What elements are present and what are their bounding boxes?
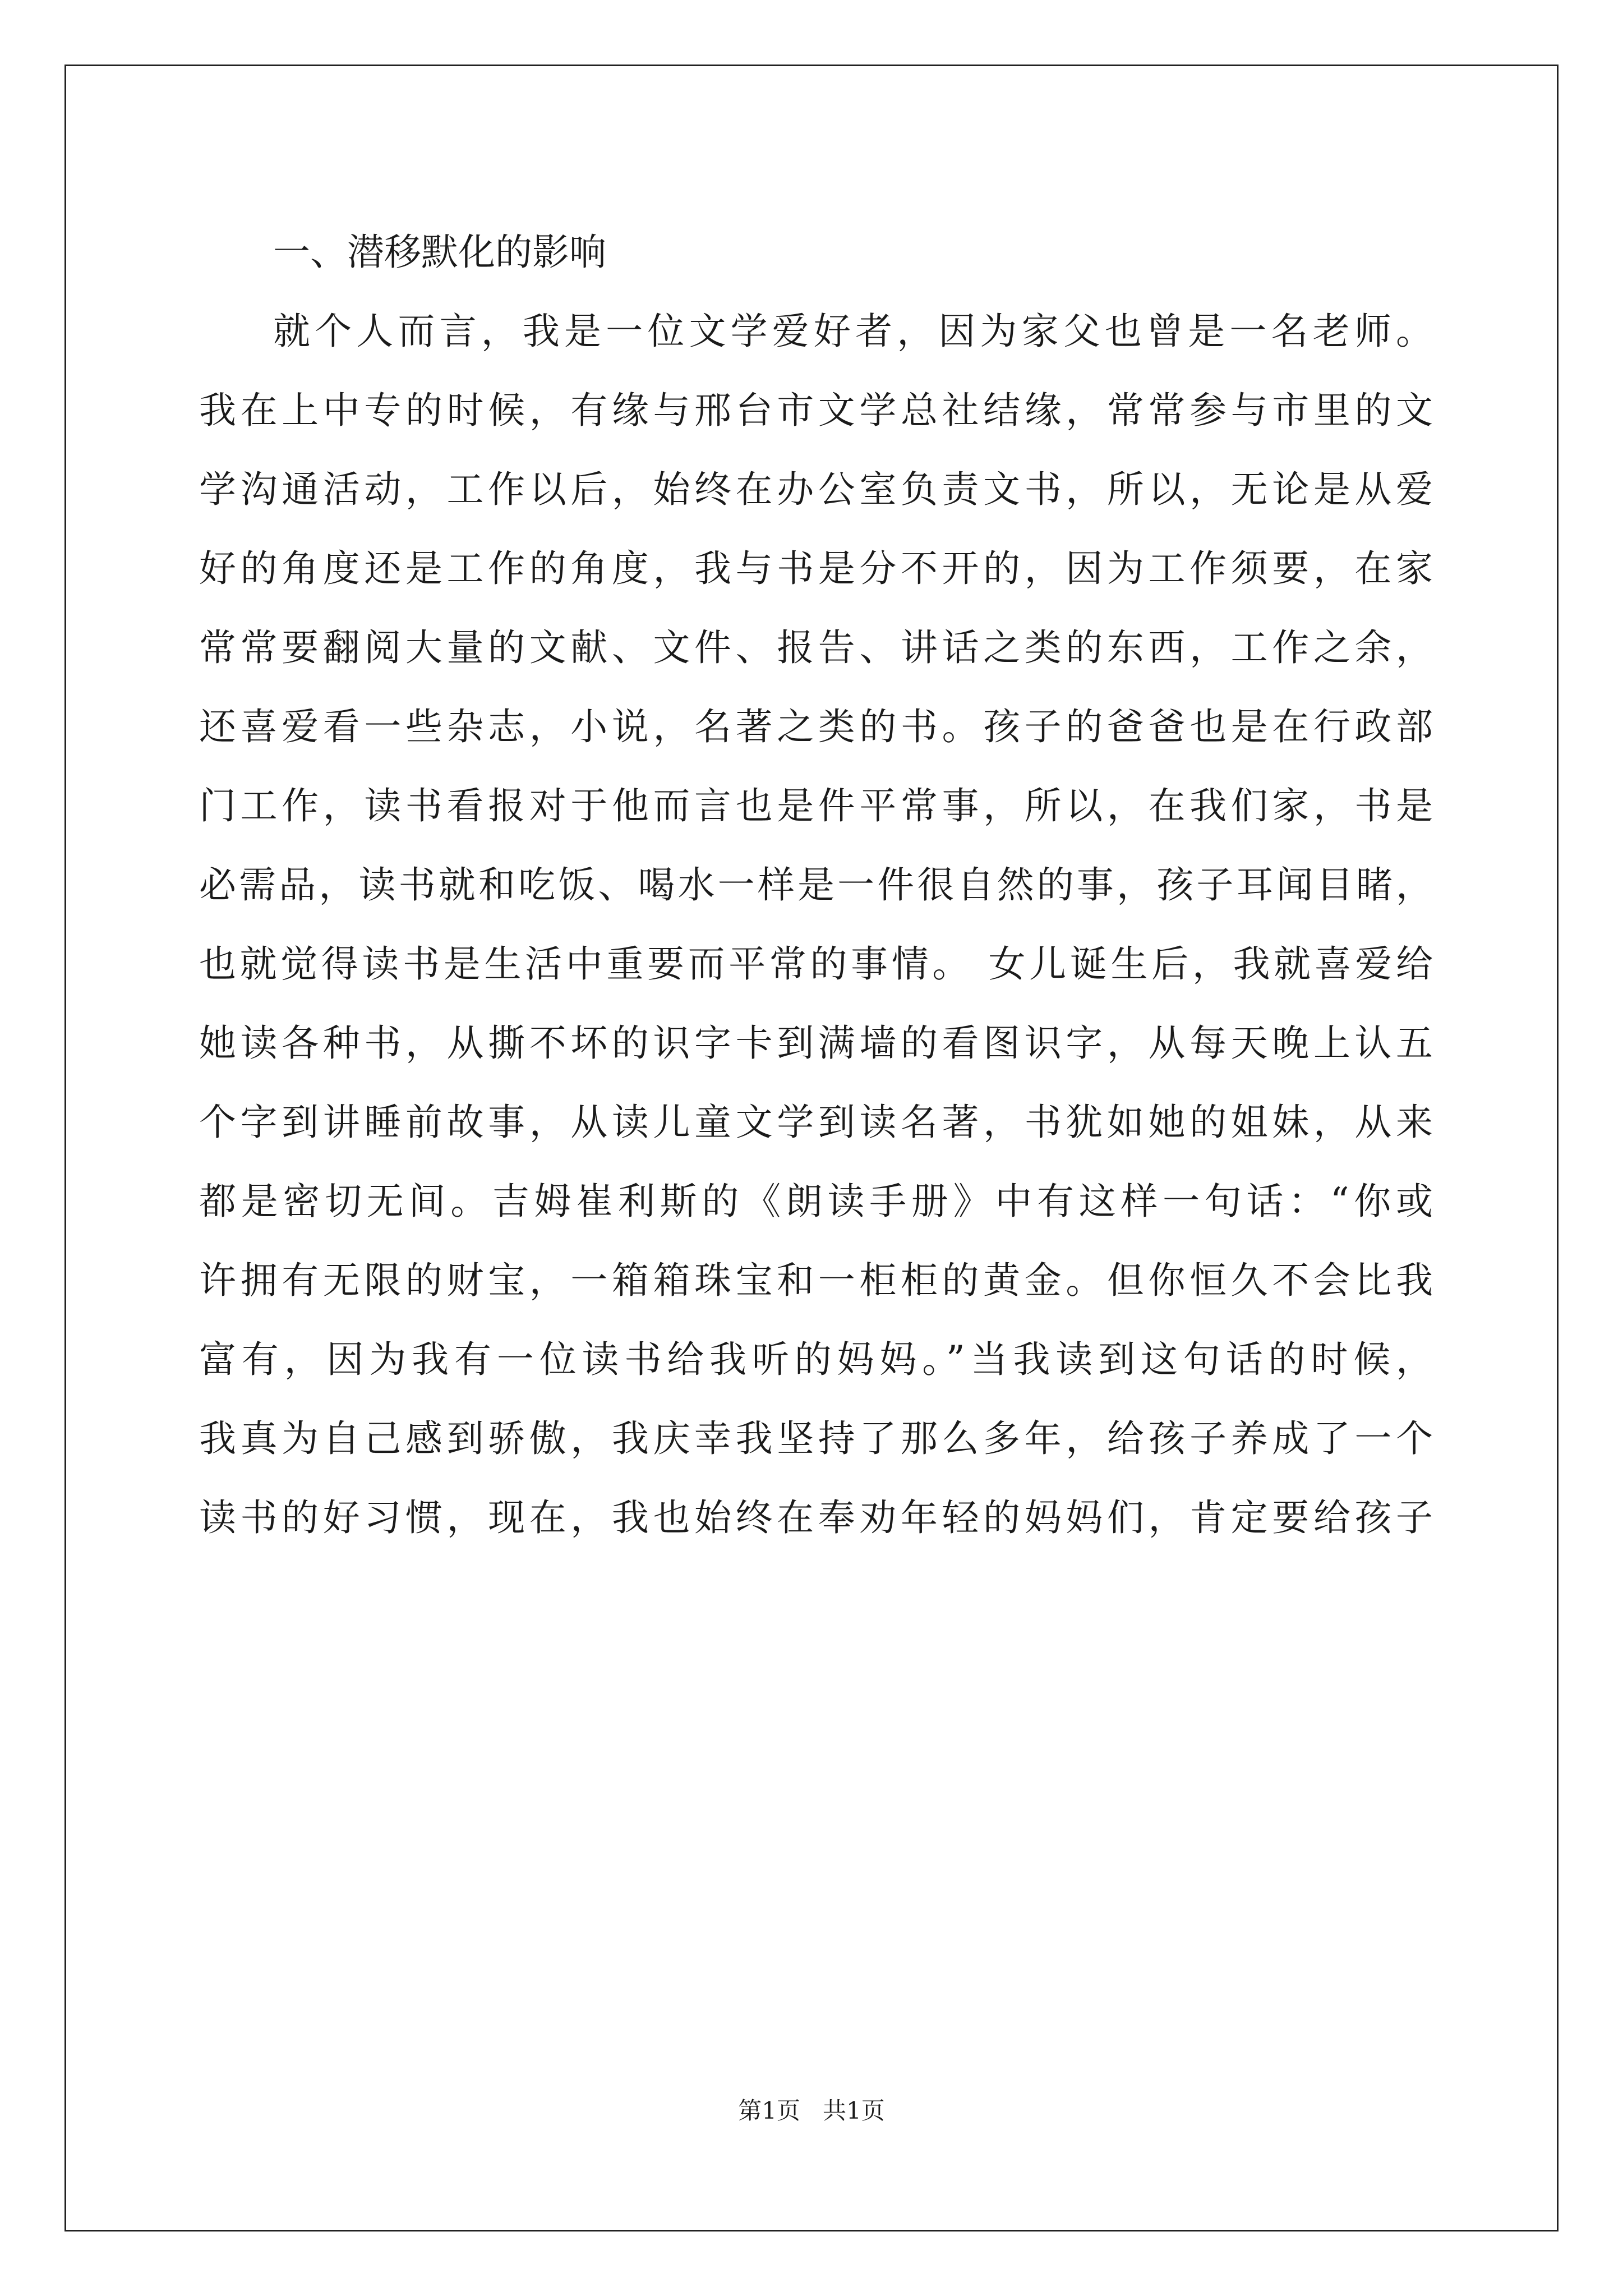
document-body: [199, 219, 1433, 1563]
text-line: 门工作，读书看报对于他而言也是件平常事，所以，在我们家，书是: [199, 784, 1433, 827]
text-line: 好的角度还是工作的角度，我与书是分不开的，因为工作须要，在家: [199, 547, 1433, 590]
text-line: 我在上中专的时候，有缘与邢台市文学总社结缘，常常参与市里的文: [199, 389, 1433, 432]
text-line: 富有，因为我有一位读书给我听的妈妈。”当我读到这句话的时候，: [199, 1338, 1433, 1381]
text-line: 也就觉得读书是生活中重要而平常的事情。 女儿诞生后，我就喜爱给: [199, 942, 1433, 986]
page-footer: [0, 2092, 1623, 2126]
page-number: 第1页: [738, 2097, 800, 2124]
text-line: 还喜爱看一些杂志，小说，名著之类的书。孩子的爸爸也是在行政部: [199, 705, 1433, 748]
text-line: 常常要翻阅大量的文献、文件、报告、讲话之类的东西，工作之余，: [199, 626, 1433, 669]
text-line: 就个人而言，我是一位文学爱好者，因为家父也曾是一名老师。: [273, 310, 1433, 353]
text-line: 她读各种书，从撕不坏的识字卡到满墙的看图识字，从每天晚上认五: [199, 1022, 1433, 1065]
text-line: 许拥有无限的财宝，一箱箱珠宝和一柜柜的黄金。但你恒久不会比我: [199, 1259, 1433, 1302]
text-line: 个字到讲睡前故事，从读儿童文学到读名著，书犹如她的姐妹，从来: [199, 1101, 1433, 1144]
text-line: 学沟通活动，工作以后，始终在办公室负责文书，所以，无论是从爱: [199, 468, 1433, 511]
text-line: 都是密切无间。吉姆崔利斯的《朗读手册》中有这样一句话：“你或: [199, 1180, 1433, 1223]
total-pages: 共1页: [823, 2097, 885, 2124]
text-line: 读书的好习惯，现在，我也始终在奉劝年轻的妈妈们，肯定要给孩子: [199, 1496, 1433, 1539]
text-line: 我真为自己感到骄傲，我庆幸我坚持了那么多年，给孩子养成了一个: [199, 1417, 1433, 1460]
section-heading: 一、潜移默化的影响: [273, 231, 606, 274]
text-line: 必需品，读书就和吃饭、喝水一样是一件很自然的事，孩子耳闻目睹，: [199, 863, 1433, 907]
